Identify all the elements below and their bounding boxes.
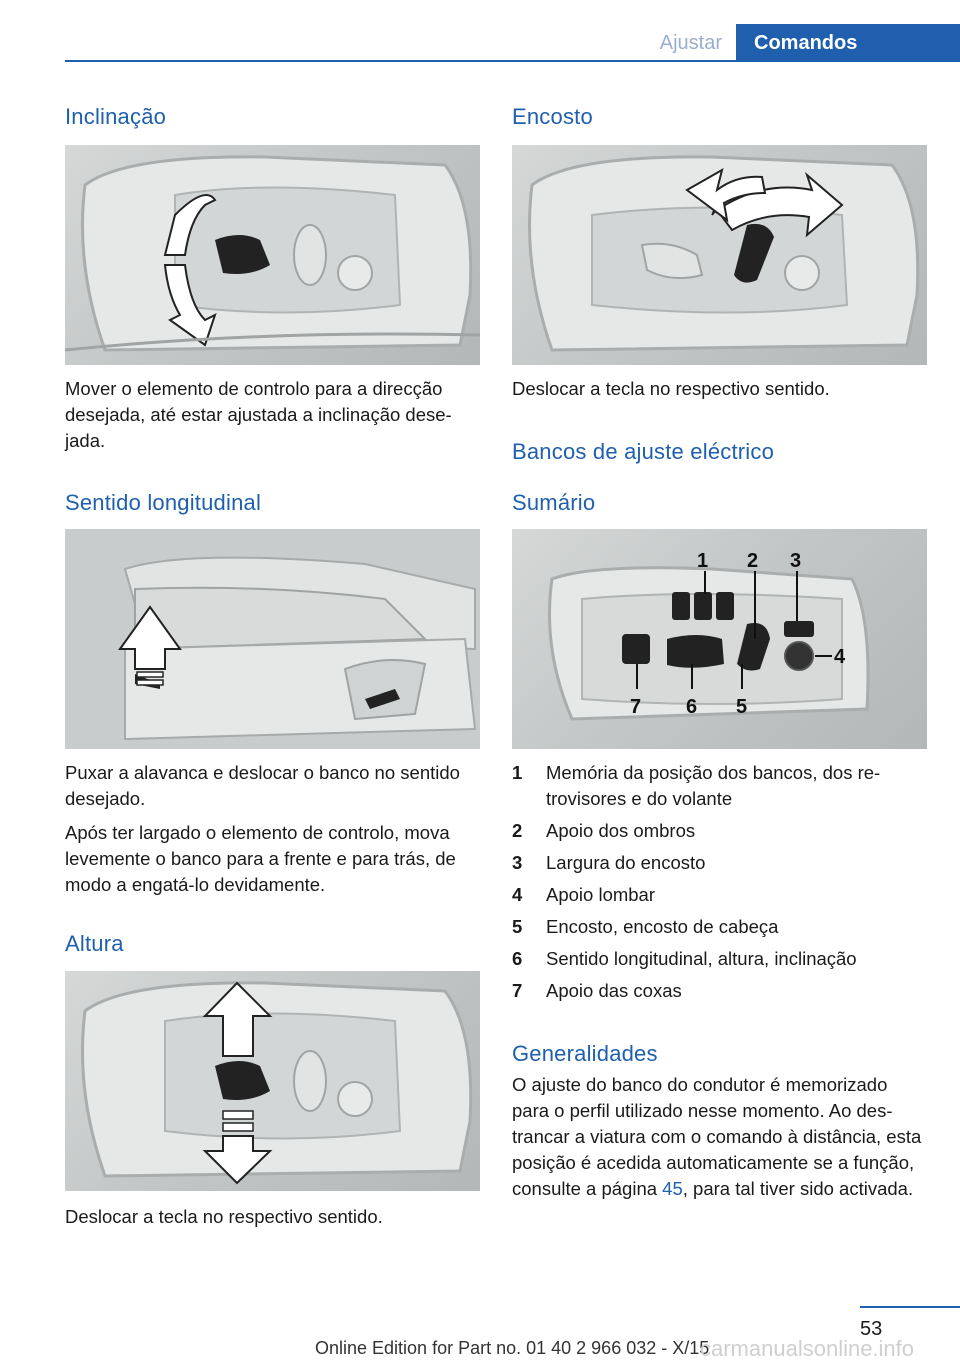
list-item-text: Sentido longitudinal, altura, inclinação — [546, 948, 857, 969]
figure-seat-longitudinal — [65, 529, 480, 749]
section-title-sentido-longitudinal: Sentido longitudinal — [65, 490, 262, 515]
paragraph-altura: Deslocar a tecla no respectivo sentido. — [65, 1206, 383, 1227]
list-item-number: 7 — [512, 980, 523, 1001]
paragraph-longitudinal-1: Puxar a alavanca e deslocar o banco no sentido desejado. — [65, 762, 460, 809]
paragraph-generalidades — [512, 1072, 927, 1202]
list-item — [512, 978, 927, 1004]
header-rule — [65, 60, 960, 62]
callout-1: 1 — [697, 550, 709, 572]
list-item — [512, 946, 927, 972]
list-item-number: 6 — [512, 948, 523, 969]
paragraph-inclinacao: Mover o elemento de controlo para a direcção desejada, até estar ajustada a inclinação desejada. — [65, 378, 452, 451]
section-title-bancos-ajuste-electrico: Bancos de ajuste eléctrico — [512, 439, 775, 464]
callout-5: 5 — [736, 696, 748, 718]
page-link-45[interactable]: 45 — [662, 1178, 683, 1199]
page-number: 53 — [860, 1318, 883, 1340]
callout-2: 2 — [747, 550, 759, 572]
list-item-number: 1 — [512, 762, 523, 783]
figure-seat-backrest — [512, 145, 927, 365]
list-item — [512, 914, 927, 940]
watermark: carmanualsonline.info — [700, 1336, 915, 1361]
figure-seat-overview — [512, 529, 927, 749]
tab-ajustar[interactable]: Ajustar — [659, 32, 722, 54]
list-item-number: 2 — [512, 820, 523, 841]
section-title-encosto: Encosto — [512, 104, 593, 129]
list-item — [512, 818, 927, 844]
section-title-inclinacao: Inclinação — [65, 104, 167, 129]
callout-7: 7 — [630, 696, 642, 718]
edition-footer: Online Edition for Part no. 01 40 2 966 032 - X/15 — [315, 1338, 710, 1358]
list-item — [512, 882, 927, 908]
paragraph-encosto: Deslocar a tecla no respectivo sentido. — [512, 378, 830, 399]
legend-list — [512, 760, 927, 1010]
section-title-altura: Altura — [65, 931, 124, 956]
list-item-text: Encosto, encosto de cabeça — [546, 916, 779, 937]
footer-rule — [860, 1306, 960, 1308]
list-item-text: Memória da posição dos bancos, dos retrovisores e do volante — [546, 762, 881, 809]
generalidades-text-a: O ajuste do banco do condutor é memorizado para o perfil utilizado nesse momento. Ao destrancar a viatura com o comando à distância, esta posição é acedida automaticamente se a função, consulte a página — [512, 1074, 922, 1199]
list-item-text: Largura do encosto — [546, 852, 706, 873]
callout-4: 4 — [834, 646, 846, 668]
list-item — [512, 760, 927, 812]
list-item-text: Apoio lombar — [546, 884, 656, 905]
section-title-sumario: Sumário — [512, 490, 596, 515]
paragraph-longitudinal-2: Após ter largado o elemento de controlo, mova levemente o banco para a frente e para trás, de modo a engatá-lo devidamente. — [65, 822, 456, 895]
callout-3: 3 — [790, 550, 802, 572]
figure-seat-height — [65, 971, 480, 1191]
generalidades-text-b: , para tal tiver sido activada. — [682, 1178, 914, 1199]
list-item-text: Apoio dos ombros — [546, 820, 696, 841]
section-title-generalidades: Generalidades — [512, 1041, 658, 1066]
list-item-text: Apoio das coxas — [546, 980, 682, 1001]
list-item-number: 3 — [512, 852, 523, 873]
tab-comandos[interactable]: Comandos — [736, 24, 960, 62]
list-item-number: 5 — [512, 916, 523, 937]
figure-seat-tilt — [65, 145, 480, 365]
list-item-number: 4 — [512, 884, 523, 905]
list-item — [512, 850, 927, 876]
callout-6: 6 — [686, 696, 698, 718]
